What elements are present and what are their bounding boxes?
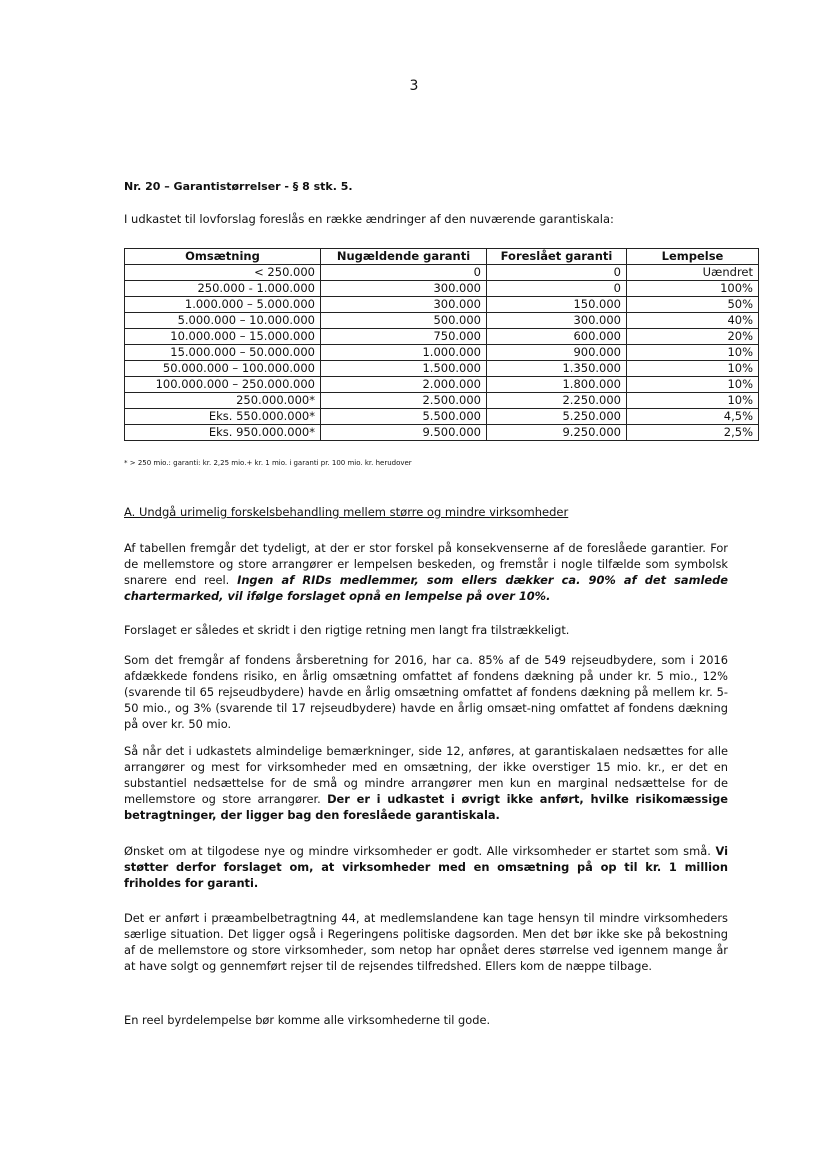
table-cell: 0	[487, 281, 627, 297]
table-cell: 500.000	[321, 313, 487, 329]
paragraph-5-text: Ønsket om at tilgodese nye og mindre virksomheder er godt. Alle virksomheder er startet som små.	[124, 844, 716, 858]
table-cell: < 250.000	[125, 265, 321, 281]
table-cell: 0	[487, 265, 627, 281]
subsection-title: A. Undgå urimelig forskelsbehandling mellem større og mindre virksomheder	[124, 505, 569, 519]
table-cell: 150.000	[487, 297, 627, 313]
table-cell: Eks. 950.000.000*	[125, 425, 321, 441]
table-cell: 1.500.000	[321, 361, 487, 377]
col-header: Nugældende garanti	[321, 249, 487, 265]
table-cell: 2.500.000	[321, 393, 487, 409]
paragraph-4-text: Så når det i udkastets almindelige bemærkninger, side 12, anføres, at garantiskalaen nedsættes for alle arrangører og mest for virksomheder med en omsætning, der ikke overstiger 15 mio. kr., er det en substantiel nedsættelse for de små og mindre arrangører men kun en marginal nedsættelse for de mellemstore og store arrangører.	[124, 744, 728, 806]
table-cell: 50.000.000 – 100.000.000	[125, 361, 321, 377]
section-heading: Nr. 20 – Garantistørrelser - § 8 stk. 5.	[124, 180, 353, 193]
table-header-row	[125, 249, 759, 265]
table-cell: 50%	[627, 297, 759, 313]
table-cell: 20%	[627, 329, 759, 345]
table-cell: 250.000 - 1.000.000	[125, 281, 321, 297]
table-row	[125, 409, 759, 425]
paragraph-3: Som det fremgår af fondens årsberetning for 2016, har ca. 85% af de 549 rejseudbydere, som i 2016 afdækkede fondens risiko, en årlig omsætning omfattet af fondens dækning på under kr. 5 mio., 12% (svarende til 65 rejseudbydere) havde en årlig omsætning omfattet af fondens dækning på mellem kr. 5-50 mio., og 3% (svarende til 17 rejseudbydere) havde en årlig omsæt-ning omfattet af fondens dækning på over kr. 50 mio.	[124, 653, 728, 731]
table-cell: 300.000	[321, 297, 487, 313]
page-number: 3	[409, 78, 419, 94]
table-cell: 250.000.000*	[125, 393, 321, 409]
paragraph-4-bold: Der er i udkastet i øvrigt ikke anført, hvilke risikomæssige betragtninger, der ligger bag den foreslåede garantiskala.	[124, 792, 728, 822]
table-cell: 2,5%	[627, 425, 759, 441]
table-row	[125, 345, 759, 361]
table-row	[125, 313, 759, 329]
table-cell: 2.000.000	[321, 377, 487, 393]
paragraph-5	[124, 843, 728, 891]
col-header: Foreslået garanti	[487, 249, 627, 265]
table-row	[125, 377, 759, 393]
table-cell: 5.500.000	[321, 409, 487, 425]
table-cell: Eks. 550.000.000*	[125, 409, 321, 425]
table-cell: 5.250.000	[487, 409, 627, 425]
table-cell: 15.000.000 – 50.000.000	[125, 345, 321, 361]
table-cell: 10%	[627, 345, 759, 361]
paragraph-4	[124, 743, 728, 823]
table-cell: 10.000.000 – 15.000.000	[125, 329, 321, 345]
table-cell: 100%	[627, 281, 759, 297]
table-row	[125, 425, 759, 441]
paragraph-1-text: Af tabellen fremgår det tydeligt, at der er stor forskel på konsekvenserne af de foreslåede garantier. For de mellemstore og store arrangører er lempelsen beskeden, og fremstår i nogle tilfælde som symbolsk snarere end reel.	[124, 541, 728, 587]
table-cell: 900.000	[487, 345, 627, 361]
guarantee-table	[124, 248, 759, 441]
table-row	[125, 329, 759, 345]
intro-text: I udkastet til lovforslag foreslås en række ændringer af den nuværende garantiskala:	[124, 212, 614, 226]
paragraph-1	[124, 540, 728, 604]
table-cell: 10%	[627, 361, 759, 377]
table-cell: 750.000	[321, 329, 487, 345]
table-cell: 2.250.000	[487, 393, 627, 409]
table-cell: 100.000.000 – 250.000.000	[125, 377, 321, 393]
paragraph-2: Forslaget er således et skridt i den rigtige retning men langt fra tilstrækkeligt.	[124, 623, 570, 637]
table-cell: 4,5%	[627, 409, 759, 425]
table-cell: 1.000.000 – 5.000.000	[125, 297, 321, 313]
table-cell: 1.000.000	[321, 345, 487, 361]
table-cell: 1.350.000	[487, 361, 627, 377]
col-header: Omsætning	[125, 249, 321, 265]
table-row	[125, 297, 759, 313]
table-cell: 10%	[627, 393, 759, 409]
paragraph-6: Det er anført i præambelbetragtning 44, at medlemslandene kan tage hensyn til mindre virksomheders særlige situation. Det ligger også i Regeringens politiske dagsorden. Men det bør ikke ske på bekostning af de mellemstore og store virksomheder, som netop har opnået deres størrelse ved igennem mange år at have solgt og gennemført rejser til de rejsendes tilfredshed. Ellers kom de næppe tilbage.	[124, 911, 728, 973]
table-cell: 40%	[627, 313, 759, 329]
table-cell: 9.250.000	[487, 425, 627, 441]
col-header: Lempelse	[627, 249, 759, 265]
table-cell: 600.000	[487, 329, 627, 345]
table-row	[125, 265, 759, 281]
table-body	[125, 265, 759, 441]
table-cell: 300.000	[487, 313, 627, 329]
table-footnote: * > 250 mio.: garanti: kr. 2,25 mio.+ kr. 1 mio. i garanti pr. 100 mio. kr. herudover	[124, 459, 412, 467]
table-cell: Uændret	[627, 265, 759, 281]
paragraph-5-bold: Vi støtter derfor forslaget om, at virksomheder med en omsætning på op til kr. 1 million friholdes for garanti.	[124, 844, 728, 890]
table-row	[125, 361, 759, 377]
table-cell: 300.000	[321, 281, 487, 297]
table-cell: 0	[321, 265, 487, 281]
table-cell: 9.500.000	[321, 425, 487, 441]
table-cell: 1.800.000	[487, 377, 627, 393]
paragraph-7: En reel byrdelempelse bør komme alle virksomhederne til gode.	[124, 1013, 491, 1027]
table-cell: 10%	[627, 377, 759, 393]
table-cell: 5.000.000 – 10.000.000	[125, 313, 321, 329]
table-row	[125, 393, 759, 409]
paragraph-1-emphasis: Ingen af RIDs medlemmer, som ellers dækker ca. 90% af det samlede chartermarked, vil ifølge forslaget opnå en lempelse på over 10%.	[124, 573, 728, 603]
table-row	[125, 281, 759, 297]
